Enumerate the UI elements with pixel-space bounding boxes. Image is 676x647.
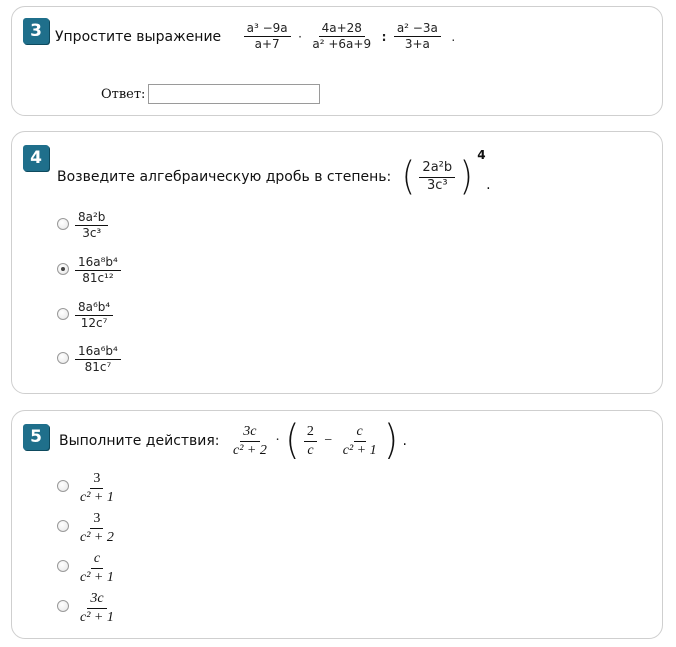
option-radio-1[interactable] [57,218,69,230]
fraction-2-numerator: 4a+28 [319,21,365,37]
right-paren: ) [459,154,473,200]
option-numerator: 16a⁸b⁴ [75,255,121,271]
option-denominator: 81c¹² [82,271,114,285]
question-number-badge: 4 [23,145,49,171]
exponent: 4 [477,148,486,162]
option-4-fraction [77,590,117,626]
question-prompt: Упростите выражение [55,28,222,45]
fraction-1 [244,21,291,52]
option-1-fraction [75,210,108,241]
question-3-card [11,6,663,116]
inner-fraction-1-numerator: 2 [304,423,317,442]
option-radio-2[interactable] [57,520,69,532]
divide-sign: : [381,29,387,44]
option-denominator: 3c³ [82,226,102,240]
base-fraction [419,160,455,194]
fraction-3-numerator: a² −3a [394,21,441,37]
fraction-3-denominator: 3+a [404,37,430,51]
multiply-sign: · [298,29,302,44]
option-3-fraction [75,300,113,331]
fraction-2 [309,21,374,52]
question-prompt: Выполните действия: [59,433,220,449]
option-denominator: 12c⁷ [80,316,108,330]
question-5-card [11,410,663,639]
multiply-sign: · [275,433,280,448]
fraction-1-numerator: 3c [240,423,259,442]
question-3-expression [55,21,458,52]
question-number-badge: 3 [23,18,49,44]
option-1-fraction [77,470,117,506]
option-numerator: 3 [90,470,103,489]
question-5-expression [59,416,407,464]
question-prompt: Возведите алгебраическую дробь в степень: [57,169,392,185]
period: . [402,433,407,449]
fraction-1-denominator: c² + 2 [232,442,267,458]
option-denominator: 81c⁷ [84,360,112,374]
option-numerator: 8a²b [75,210,108,226]
left-paren: ( [285,416,300,464]
inner-fraction-2-denominator: c² + 1 [342,442,377,458]
option-denominator: c² + 1 [80,609,114,625]
option-numerator: c [91,550,103,569]
period: . [451,29,456,44]
base-denominator: 3c³ [426,177,448,193]
option-denominator: c² + 1 [80,489,114,505]
period: . [486,177,491,193]
inner-fraction-2-numerator: c [354,423,366,442]
fraction-1-numerator: a³ −9a [244,21,291,37]
fraction-3 [394,21,441,52]
inner-fraction-2 [340,423,380,459]
option-radio-4[interactable] [57,600,69,612]
base-numerator: 2a²b [419,160,455,177]
fraction-1 [230,423,270,459]
option-radio-4[interactable] [57,352,69,364]
option-3-fraction [77,550,117,586]
question-number-badge: 5 [23,424,49,450]
option-radio-1[interactable] [57,480,69,492]
option-numerator: 3 [90,510,103,529]
option-radio-3[interactable] [57,560,69,572]
answer-input[interactable] [148,84,320,104]
option-2-fraction [75,255,121,286]
option-4-fraction [75,344,121,375]
fraction-1-denominator: a+7 [254,37,280,51]
minus-sign: − [324,433,333,448]
option-numerator: 16a⁶b⁴ [75,344,121,360]
option-radio-3[interactable] [57,308,69,320]
question-4-expression [57,148,491,200]
inner-fraction-1 [304,423,317,459]
right-paren: ) [384,416,399,464]
option-denominator: c² + 1 [80,569,114,585]
inner-fraction-1-denominator: c [307,442,314,458]
option-denominator: c² + 2 [80,529,114,545]
option-numerator: 3c [87,590,106,609]
option-radio-2[interactable] [57,263,69,275]
left-paren: ( [401,154,415,200]
question-4-card [11,131,663,394]
option-2-fraction [77,510,117,546]
option-numerator: 8a⁶b⁴ [75,300,113,316]
fraction-2-denominator: a² +6a+9 [312,37,372,51]
answer-label: Ответ: [101,87,146,102]
